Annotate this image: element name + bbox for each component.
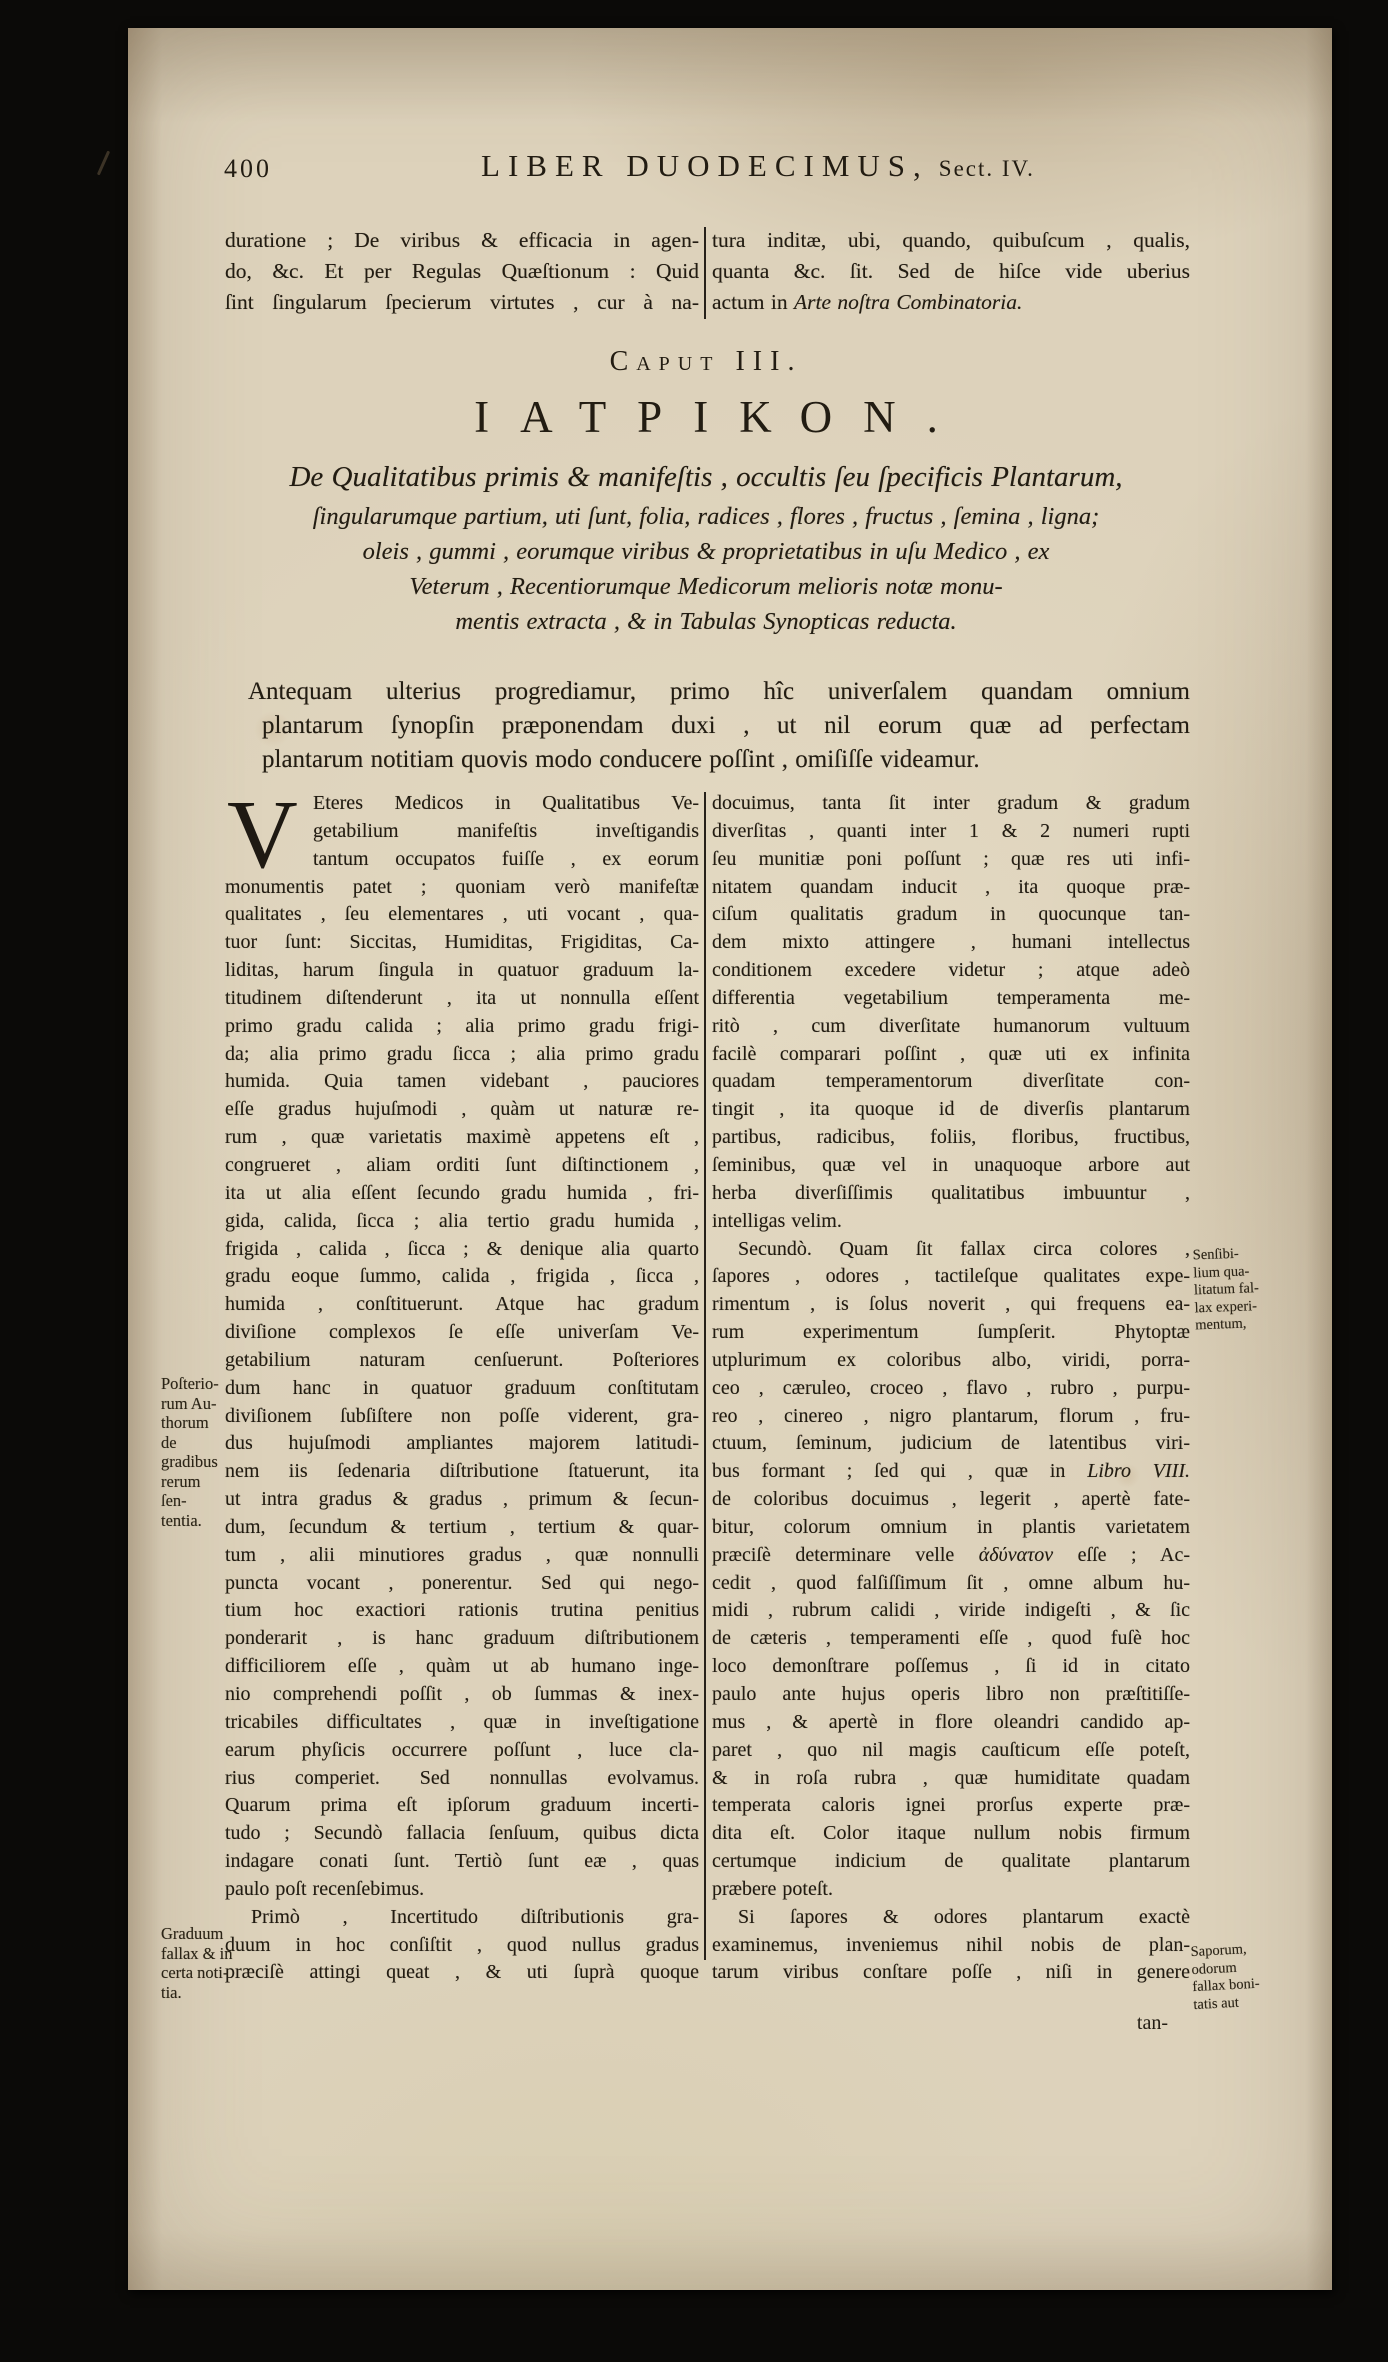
text-line [712, 1542, 1190, 1570]
top-continuation-right-column [712, 225, 1190, 318]
text-line: cedit , quod falſiſſimum ſit , omne album hu- [712, 1571, 1190, 1594]
text-line: dita eſt. Color itaque nullum nobis firmum [712, 1822, 1190, 1845]
text-line: docuimus, tanta ſit inter gradum & gradum [712, 792, 1190, 814]
margin-note-line: lax experi- [1194, 1297, 1258, 1316]
text-segment: præciſè determinare velle [712, 1543, 979, 1566]
text-line: Secundò. Quam ſit fallax circa colores , [738, 1237, 1190, 1260]
text-line: præciſè attingi queat , & uti ſuprà quoque [225, 1961, 699, 1984]
margin-note-line: tia. [161, 1982, 182, 2002]
page-number: 400 [224, 154, 272, 183]
text-line: ſint ſingularum ſpecierum virtutes , cur à na- [225, 290, 699, 314]
text-line: certumque indicium de qualitate plantarum [712, 1850, 1190, 1873]
text-segment: bus formant ; ſed qui , quæ in [712, 1460, 1088, 1483]
text-line: partibus, radicibus, foliis, floribus, fructibus, [712, 1126, 1190, 1149]
text-line [712, 1458, 1190, 1486]
text-line: frigida , calida , ſicca ; & denique alia quarto [225, 1237, 699, 1260]
text-line: tingit , ita quoque id de diverſis plantarum [712, 1098, 1190, 1121]
margin-note-line: rum Au- [161, 1393, 217, 1413]
text-line: ctuum, ſeminum, judicium de latentibus viri- [712, 1432, 1190, 1455]
margin-note-line: tentia. [161, 1510, 202, 1530]
text-line: ita ut alia eſſent ſecundo gradu humida , fri- [225, 1181, 699, 1204]
text-line: tantum occupatos fuiſſe , ex eorum [313, 847, 699, 870]
margin-note-line: mentum, [1194, 1315, 1247, 1334]
text-line: puncta vocant , ponerentur. Sed qui nego- [225, 1571, 699, 1594]
margin-note-line: fallax boni- [1192, 1975, 1261, 1996]
text-line: loco demonſtrare poſſemus , ſi id in citato [712, 1655, 1190, 1678]
argument-line: ſingularumque partium, uti ſunt, folia, radices , flores , fructus , ſemina , ligna; [312, 503, 1100, 530]
column-divider-body [704, 792, 706, 1960]
argument-line: Veterum , Recentiorumque Medicorum melioris notæ monu- [409, 573, 1003, 600]
text-line: indagare conati ſunt. Tertiò ſunt eæ , quas [225, 1850, 699, 1873]
margin-note-line: gradibus [161, 1452, 218, 1471]
text-line: Primò , Incertitudo diſtributionis gra- [251, 1905, 699, 1928]
text-line: getabilium manifeſtis inveſtigandis [313, 819, 699, 842]
text-line: primo gradu calida ; alia primo gradu frigi- [225, 1014, 699, 1037]
text-segment: eſſe ; Ac- [1053, 1543, 1190, 1566]
catchword: tan- [1136, 2012, 1168, 2034]
text-line: ciſum qualitatis gradum in quocunque tan- [712, 903, 1190, 926]
text-line: dem mixto attingere , humani intellectus [712, 931, 1190, 954]
text-line: duum in hoc conſiſtit , quod nullus gradus [225, 1933, 699, 1956]
margin-note-line: fallax & in [161, 1943, 233, 1963]
argument-line: mentis extracta , & in Tabulas Synopticas reducta. [455, 608, 957, 635]
italic-text-segment: Arte noſtra Combinatoria. [794, 290, 1023, 314]
margin-note-line: rerum ſen- [161, 1471, 201, 1510]
running-header-title: LIBER DUODECIMUS, [481, 148, 929, 183]
text-line: intelligas velim. [712, 1209, 842, 1232]
text-line: paret , quo nil magis cauſticum eſſe poteſt, [712, 1738, 1190, 1761]
text-line: ponderarit , is hanc graduum diſtributionem [225, 1627, 699, 1650]
text-line: qualitates , ſeu elementares , uti vocant , qua- [225, 903, 699, 926]
text-line: præbere poteſt. [712, 1877, 833, 1900]
margin-note-right-bottom [1190, 1940, 1276, 2014]
text-line: quadam temperamentorum diverſitate con- [712, 1070, 1190, 1093]
text-line: de cæteris , temperamenti eſſe , quod fuſè hoc [712, 1627, 1190, 1650]
text-line: ritò , cum diverſitate humanorum vultuum [712, 1014, 1190, 1037]
text-line: mus , & apertè in flore oleandri candido ap- [712, 1710, 1190, 1733]
running-header [268, 148, 1248, 184]
margin-note-line: Graduum [161, 1924, 224, 1943]
text-line: rimentum , is ſolus noverit , qui frequens ea- [712, 1293, 1190, 1316]
text-line: eſſe gradus hujuſmodi , quàm ut naturæ re- [225, 1098, 699, 1121]
text-line: tuor ſunt: Siccitas, Humiditas, Frigiditas, Ca- [225, 931, 699, 954]
margin-note-right-top [1192, 1245, 1273, 1335]
text-line: rum , quæ varietatis maximè appetens eſt , [225, 1126, 699, 1149]
margin-note-line: Poſterio- [161, 1374, 219, 1393]
text-line: tum , alii minutiores gradus , quæ nonnulli [225, 1543, 699, 1566]
margin-note-left-bottom [161, 1924, 239, 2002]
text-line: de coloribus docuimus , legerit , apertè fate- [712, 1488, 1190, 1511]
margin-note-line: lium qua- [1193, 1262, 1250, 1281]
text-line: ceo , cæruleo, croceo , flavo , rubro , purpu- [712, 1376, 1190, 1399]
text-line: quanta &c. ſit. Sed de hiſce vide uberius [712, 259, 1190, 283]
text-line: gida, calida, ſicca ; alia tertio gradu humida , [225, 1209, 699, 1232]
intro-line: Antequam ulterius progrediamur, primo hîc univerſalem quandam omnium [248, 678, 1190, 705]
margin-note-line: Senſibi- [1192, 1245, 1239, 1264]
text-line: ſeminibus, quæ vel in unaquoque arbore aut [712, 1153, 1190, 1176]
top-continuation-left-column [225, 225, 699, 318]
book-page [128, 28, 1332, 2290]
text-line: diverſitas , quanti inter 1 & 2 numeri rupti [712, 819, 1190, 842]
text-line: rum experimentum ſumpſerit. Phytoptæ [712, 1321, 1190, 1344]
margin-note-line: thorum de [161, 1413, 209, 1452]
text-line: conditionem excedere videtur ; atque adeò [712, 959, 1190, 982]
text-line: tura inditæ, ubi, quando, quibuſcum , qualis, [712, 228, 1190, 252]
text-line: herba diverſiſſimis qualitatibus imbuuntur , [712, 1181, 1190, 1204]
greek-title: ΙΑΤΡΙΚΟΝ. [474, 392, 969, 442]
text-line: rius comperiet. Sed nonnullas evolvamus. [225, 1766, 699, 1789]
text-line: diviſione complexos ſe eſſe univerſam Ve- [225, 1321, 699, 1344]
argument-line: De Qualitatibus primis & manifeſtis , occultis ſeu ſpecificis Plantarum, [289, 461, 1123, 493]
text-line: Quarum prima eſt ipſorum graduum incerti- [225, 1794, 699, 1817]
text-line: monumentis patet ; quoniam verò manifeſtæ [225, 875, 699, 898]
text-line: midi , rubrum calidi , viride indigeſti , & ſic [712, 1599, 1190, 1622]
text-line: do, &c. Et per Regulas Quæſtionum : Quid [225, 259, 699, 283]
text-line: dum, ſecundum & tertium , tertium & quar- [225, 1515, 699, 1538]
text-line: getabilium naturam cenſuerunt. Poſteriores [225, 1348, 699, 1371]
body-right-column [712, 790, 1190, 1987]
text-line: paulo ante hujus operis libro non præſtitiſſe- [712, 1683, 1190, 1705]
text-line: tricabiles difficultates , quæ in inveſtigatione [225, 1710, 699, 1733]
text-line: ſapores , odores , tactileſque qualitates expe- [712, 1265, 1190, 1288]
margin-note-line: litatum fal- [1193, 1280, 1260, 1299]
text-line: titudinem diſtenderunt , ita ut nonnulla eſſent [225, 986, 699, 1009]
text-line: liditas, harum ſingula in quatuor graduum la- [225, 959, 699, 982]
text-line: earum phyſicis occurrere poſſunt , luce cla- [225, 1738, 699, 1761]
margin-note-line: odorum [1191, 1959, 1238, 1978]
text-line: difficiliorem eſſe , quàm ut ab humano inge- [225, 1655, 699, 1678]
text-line: differentia vegetabilium temperamenta me- [712, 986, 1190, 1009]
text-line: facilè comparari poſſint , quæ uti ex infinita [712, 1042, 1190, 1065]
text-line: nitatem quandam inducit , ita quoque præ- [712, 875, 1190, 898]
text-line: dus hujuſmodi ampliantes majorem latitudi- [225, 1432, 699, 1455]
drop-cap: V [227, 781, 298, 889]
text-line: examinemus, inveniemus nihil nobis de plan- [712, 1933, 1190, 1956]
text-line: duratione ; De viribus & efficacia in agen- [225, 228, 699, 252]
chapter-argument [225, 455, 1187, 639]
text-line: ſeu munitiæ poni poſſunt ; quæ res uti infi- [712, 847, 1190, 870]
text-line: tium hoc exactiori rationis trutina penitius [225, 1599, 699, 1622]
argument-line: oleis , gummi , eorumque viribus & proprietatibus in uſu Medico , ex [362, 538, 1050, 565]
text-line: humida. Quia tamen videbant , pauciores [225, 1070, 699, 1093]
text-line: tudo ; Secundò fallacia ſenſuum, quibus dicta [225, 1822, 699, 1845]
intro-line: plantarum ſynopſin præponendam duxi , ut nil eorum quæ ad perfectam [262, 712, 1190, 739]
text-line: humida , conſtituerunt. Atque hac gradum [225, 1293, 699, 1316]
text-line: nio comprehendi poſſit , ob ſummas & inex- [225, 1683, 699, 1705]
text-line: nem iis ſedenaria diſtributione ſtatuerunt, ita [225, 1460, 699, 1483]
column-divider-top [704, 227, 706, 319]
text-line: congrueret , aliam orditi ſunt diſtinctionem , [225, 1153, 699, 1176]
text-line: ut intra gradus & gradus , primum & ſecun- [225, 1488, 699, 1511]
text-line [712, 287, 1190, 318]
margin-note-line: tatis aut [1192, 1994, 1240, 2013]
italic-text-segment: ἀδύνατον [978, 1543, 1054, 1566]
body-left-column [225, 781, 699, 1987]
chapter-heading: Caput III. [609, 346, 803, 377]
text-line: tarum viribus conſtare poſſe , niſi in genere [712, 1961, 1190, 1984]
text-line: reo , cinereo , nigro plantarum, florum , fru- [712, 1404, 1190, 1427]
text-line: & in roſa rubra , quæ humiditate quadam [712, 1766, 1190, 1789]
text-line: Si ſapores & odores plantarum exactè [738, 1905, 1190, 1928]
margin-note-left-top [161, 1374, 227, 1530]
text-line: temperata caloris ignei prorſus experte præ- [712, 1794, 1190, 1817]
text-segment: actum in [712, 290, 795, 314]
margin-note-line: Saporum, [1190, 1941, 1247, 1961]
text-line: diviſionem ſubſiſtere non poſſe viderent, gra- [225, 1404, 699, 1427]
margin-note-line: certa noti- [161, 1963, 229, 1982]
text-line: bitur, colorum omnium in plantis varietatem [712, 1515, 1190, 1538]
text-line: da; alia primo gradu ſicca ; alia primo gradu [225, 1042, 699, 1065]
text-line: Eteres Medicos in Qualitatibus Ve- [313, 792, 699, 814]
running-header-section: Sect. IV. [938, 156, 1035, 181]
text-line: utplurimum ex coloribus albo, viridi, porra- [712, 1348, 1190, 1371]
text-line: gradu eoque ſummo, calida , frigida , ſicca , [225, 1265, 699, 1288]
text-line: dum hanc in quatuor graduum conſtitutam [225, 1376, 699, 1399]
intro-line: plantarum notitiam quovis modo conducere poſſint , omiſiſſe videamur. [262, 746, 980, 773]
italic-text-segment: Libro VIII. [1087, 1460, 1190, 1483]
text-line: paulo poſt recenſebimus. [225, 1877, 425, 1900]
introductory-paragraph [248, 675, 1190, 777]
